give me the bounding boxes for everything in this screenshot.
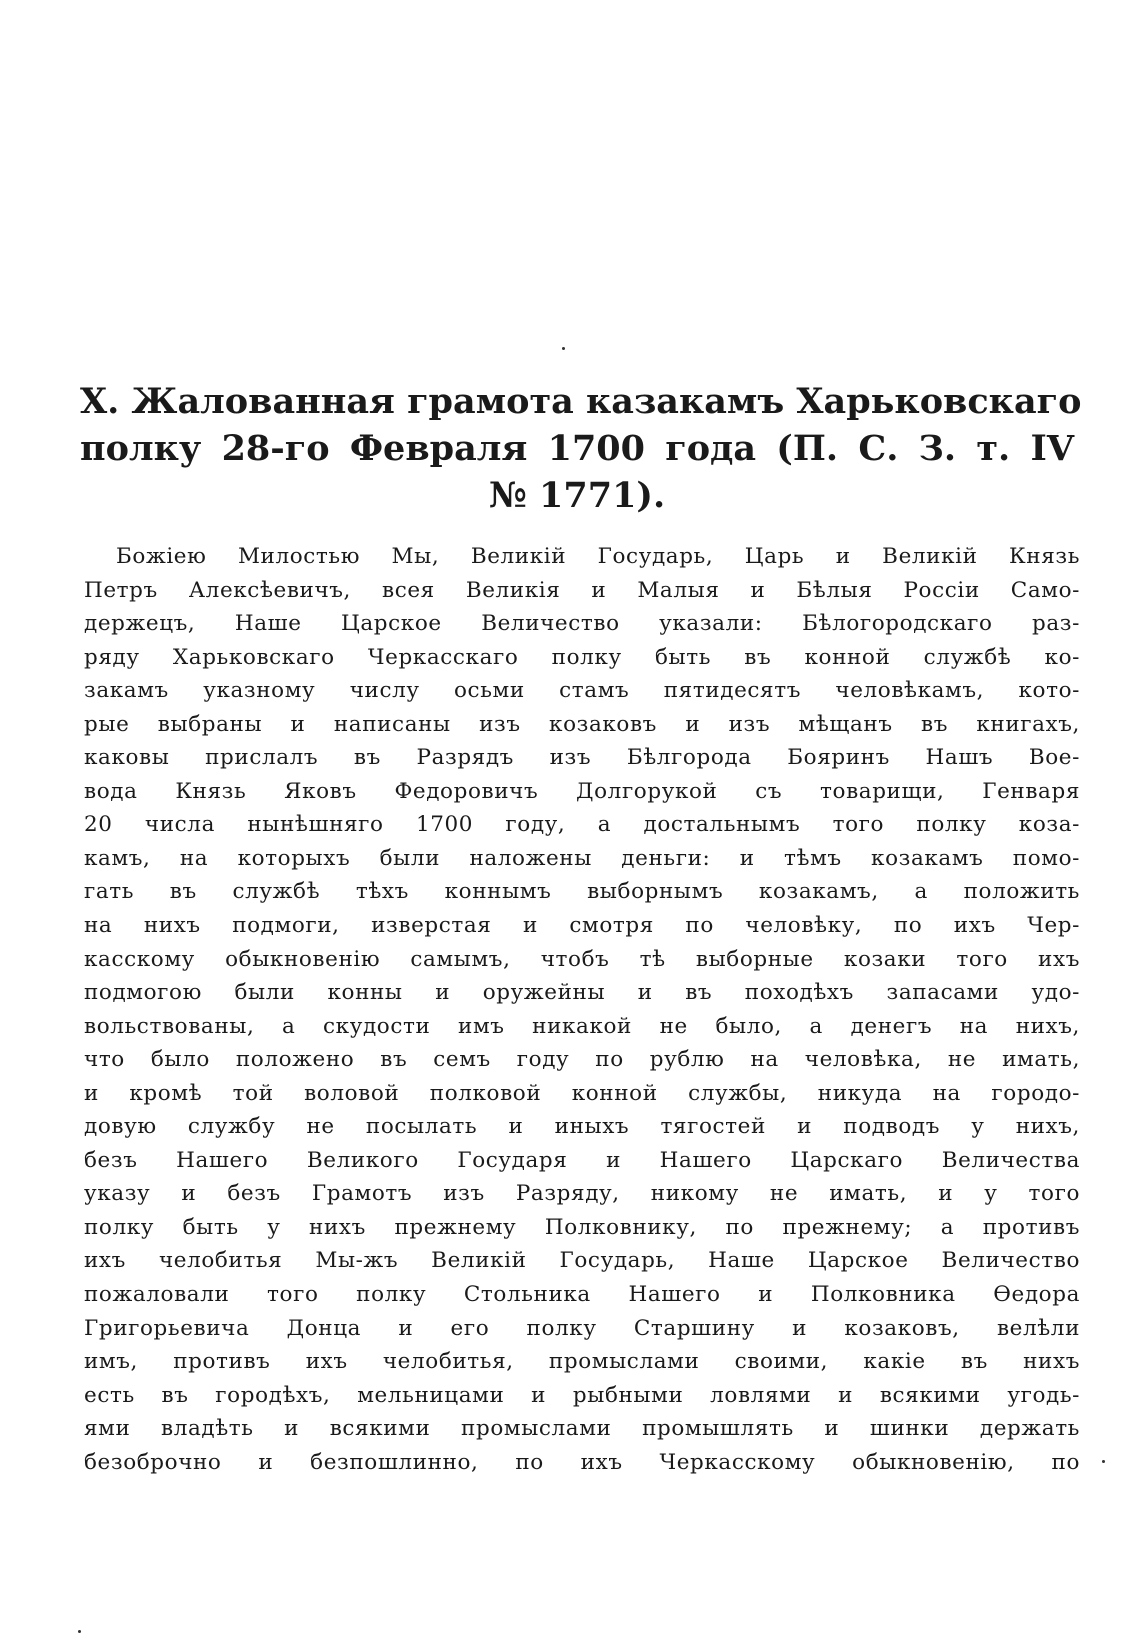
scan-speck <box>1102 1460 1105 1463</box>
body-line: безъ Нашего Великого Государя и Нашего Царскаго Величества <box>84 1147 1080 1173</box>
body-line: Григорьевича Донца и его полку Старшину и козаковъ, велѣли <box>84 1315 1080 1341</box>
document-heading <box>80 378 1082 519</box>
body-line: пожаловали того полку Стольника Нашего и Полковника Ѳедора <box>84 1282 1080 1308</box>
body-line: касскому обыкновенiю самымъ, чтобъ тѣ выборные козаки того ихъ <box>84 946 1080 972</box>
body-line: подмогою были конны и оружейны и въ походѣхъ запасами удо- <box>84 980 1080 1006</box>
body-line: Петръ Алексѣевичъ, всея Великiя и Малыя и Бѣлыя Россiи Само- <box>84 577 1080 603</box>
body-line: держецъ, Наше Царское Величество указали: Бѣлогородскаго раз- <box>84 611 1080 637</box>
body-line: довую службу не посылать и иныхъ тягостей и подводъ у нихъ, <box>84 1114 1080 1140</box>
heading-line: № 1771). <box>488 475 666 516</box>
body-line: ихъ челобитья Мы-жъ Великiй Государь, Наше Царское Величество <box>84 1248 1080 1274</box>
body-line: ряду Харьковскаго Черкасскаго полку быть въ конной службѣ ко- <box>84 644 1080 670</box>
document-body <box>84 540 1080 1479</box>
heading-line: X. Жалованная грамота казакамъ Харьковскаго <box>80 381 1082 422</box>
body-line: на нихъ подмоги, изверстая и смотря по человѣку, по ихъ Чер- <box>84 913 1080 939</box>
body-line: имъ, противъ ихъ челобитья, промыслами своими, какiе въ нихъ <box>84 1349 1080 1375</box>
body-line: рые выбраны и написаны изъ козаковъ и изъ мѣщанъ въ книгахъ, <box>84 711 1080 737</box>
body-line: и кромѣ той воловой полковой конной службы, никуда на городо- <box>84 1080 1080 1106</box>
heading-line: полку 28-го Февраля 1700 года (П. С. З. т. IV <box>80 428 1074 469</box>
body-line: безоброчно и безпошлинно, по ихъ Черкасскому обыкновенiю, по <box>84 1449 1080 1475</box>
scan-speck <box>78 1630 81 1633</box>
body-line: указу и безъ Грамотъ изъ Разряду, никому не имать, и у того <box>84 1181 1080 1207</box>
body-line: вода Князь Яковъ Федоровичъ Долгорукой съ товарищи, Генваря <box>84 778 1080 804</box>
body-line: камъ, на которыхъ были наложены деньги: и тѣмъ козакамъ помо- <box>84 845 1080 871</box>
body-line: 20 числа нынѣшняго 1700 году, а достальнымъ того полку коза- <box>84 812 1080 838</box>
body-line: есть въ городѣхъ, мельницами и рыбными ловлями и всякими угодь- <box>84 1382 1080 1408</box>
body-line: гать въ службѣ тѣхъ коннымъ выборнымъ козакамъ, а положить <box>84 879 1080 905</box>
body-line: вольствованы, а скудости имъ никакой не было, а денегъ на нихъ, <box>84 1013 1080 1039</box>
body-line: полку быть у нихъ прежнему Полковнику, по прежнему; а противъ <box>84 1214 1080 1240</box>
scan-speck <box>562 347 565 350</box>
body-line: каковы прислалъ въ Разрядъ изъ Бѣлгорода Бояринъ Нашъ Вое- <box>84 745 1080 771</box>
body-line: что было положено въ семъ году по рублю на человѣка, не имать, <box>84 1047 1080 1073</box>
body-line: ями владѣть и всякими промыслами промышлять и шинки держать <box>84 1416 1080 1442</box>
body-line: Божiею Милостью Мы, Великiй Государь, Царь и Великiй Князь <box>116 544 1080 569</box>
body-line: закамъ указному числу осьми стамъ пятидесятъ человѣкамъ, кото- <box>84 678 1080 704</box>
